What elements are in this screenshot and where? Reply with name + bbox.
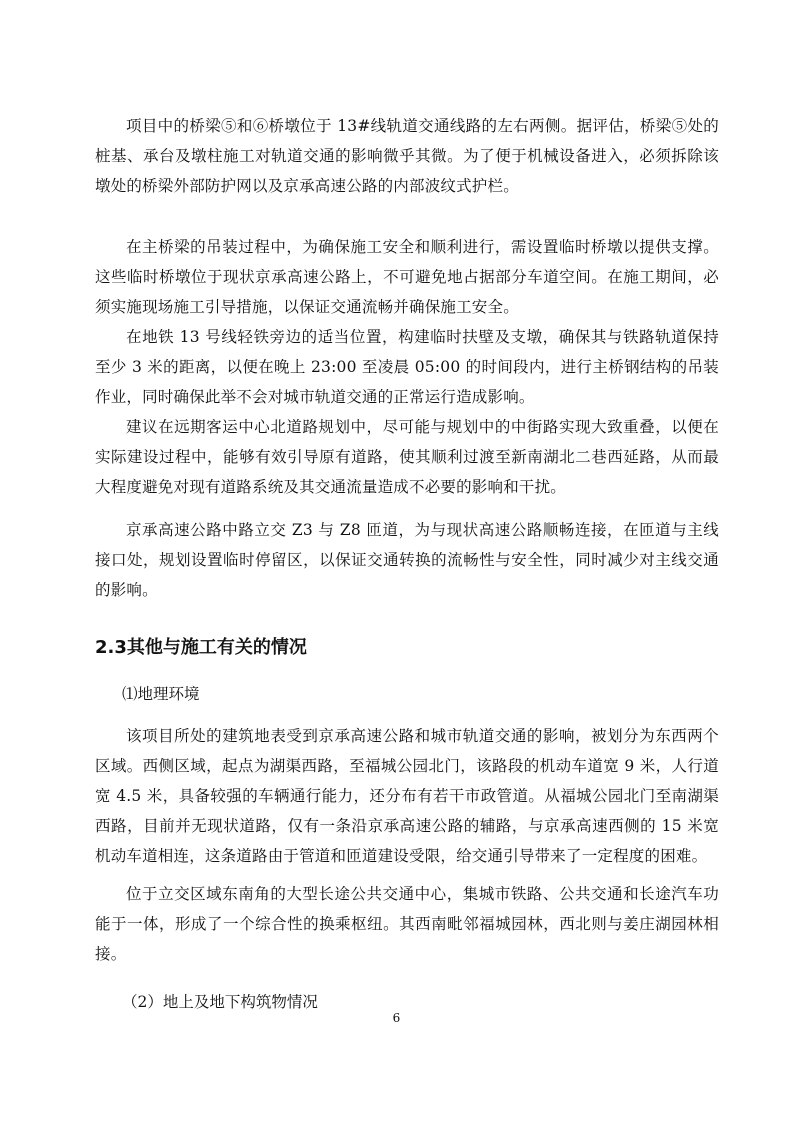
paragraph-subway-line-13: 在地铁 13 号线轻铁旁边的适当位置，构建临时扶壁及支墩，确保其与铁路轨道保持至少 3 米的距离，以便在晚上 23:00 至凌晨 05:00 的时间段内，进行主桥钢结构的吊装作业，同时确保此举不会对城市轨道交通的正常运行造成影响。 [95, 328, 719, 406]
page-number: 6 [392, 1011, 401, 1025]
subheading-structures: （2）地上及地下构筑物情况 [122, 993, 318, 1011]
paragraph-bridge-piers: 项目中的桥梁⑤和⑥桥墩位于 13#线轨道交通线路的左右两侧。据评估，桥梁⑤处的桩基、承台及墩柱施工对轨道交通的影响微乎其微。为了便于机械设备进入，必须拆除该墩处的桥梁外部防护网以及京承高速公路的内部波纹式护栏。 [95, 117, 719, 195]
section-heading: 2.3其他与施工有关的情况 [95, 637, 307, 658]
paragraph-road-planning: 建议在远期客运中心北道路规划中，尽可能与规划中的中街路实现大致重叠，以便在实际建设过程中，能够有效引导原有道路，使其顺利过渡至新南湖北二巷西延路，从而最大程度避免对现有道路系统及其交通流量造成不必要的影响和干扰。 [95, 418, 719, 496]
paragraph-temporary-piers: 在主桥梁的吊装过程中，为确保施工安全和顺利进行，需设置临时桥墩以提供支撑。这些临时桥墩位于现状京承高速公路上，不可避免地占据部分车道空间。在施工期间，必须实施现场施工引导措施，以保证交通流畅并确保施工安全。 [95, 238, 719, 316]
paragraph-ramp-connection: 京承高速公路中路立交 Z3 与 Z8 匝道，为与现状高速公路顺畅连接，在匝道与主线接口处，规划设置临时停留区，以保证交通转换的流畅性与安全性，同时减少对主线交通的影响。 [95, 521, 719, 599]
paragraph-site-surface: 该项目所处的建筑地表受到京承高速公路和城市轨道交通的影响，被划分为东西两个区域。西侧区域，起点为湖渠西路，至福城公园北门，该路段的机动车道宽 9 米，人行道宽 4.5 米，具备较强的车辆通行能力，还分布有若干市政管道。从福城公园北门至南湖渠西路，目前并无现状道路，仅有一条沿京承高速公路的辅路，与京承高速西侧的 15 米宽机动车道相连，这条道路由于管道和匝道建设受限，给交通引导带来了一定程度的困难。 [95, 727, 719, 865]
paragraph-transit-center: 位于立交区域东南角的大型长途公共交通中心，集城市铁路、公共交通和长途汽车功能于一体，形成了一个综合性的换乘枢纽。其西南毗邻福城园林，西北则与姜庄湖园林相接。 [95, 885, 719, 963]
subheading-geography: ⑴地理环境 [122, 685, 200, 703]
